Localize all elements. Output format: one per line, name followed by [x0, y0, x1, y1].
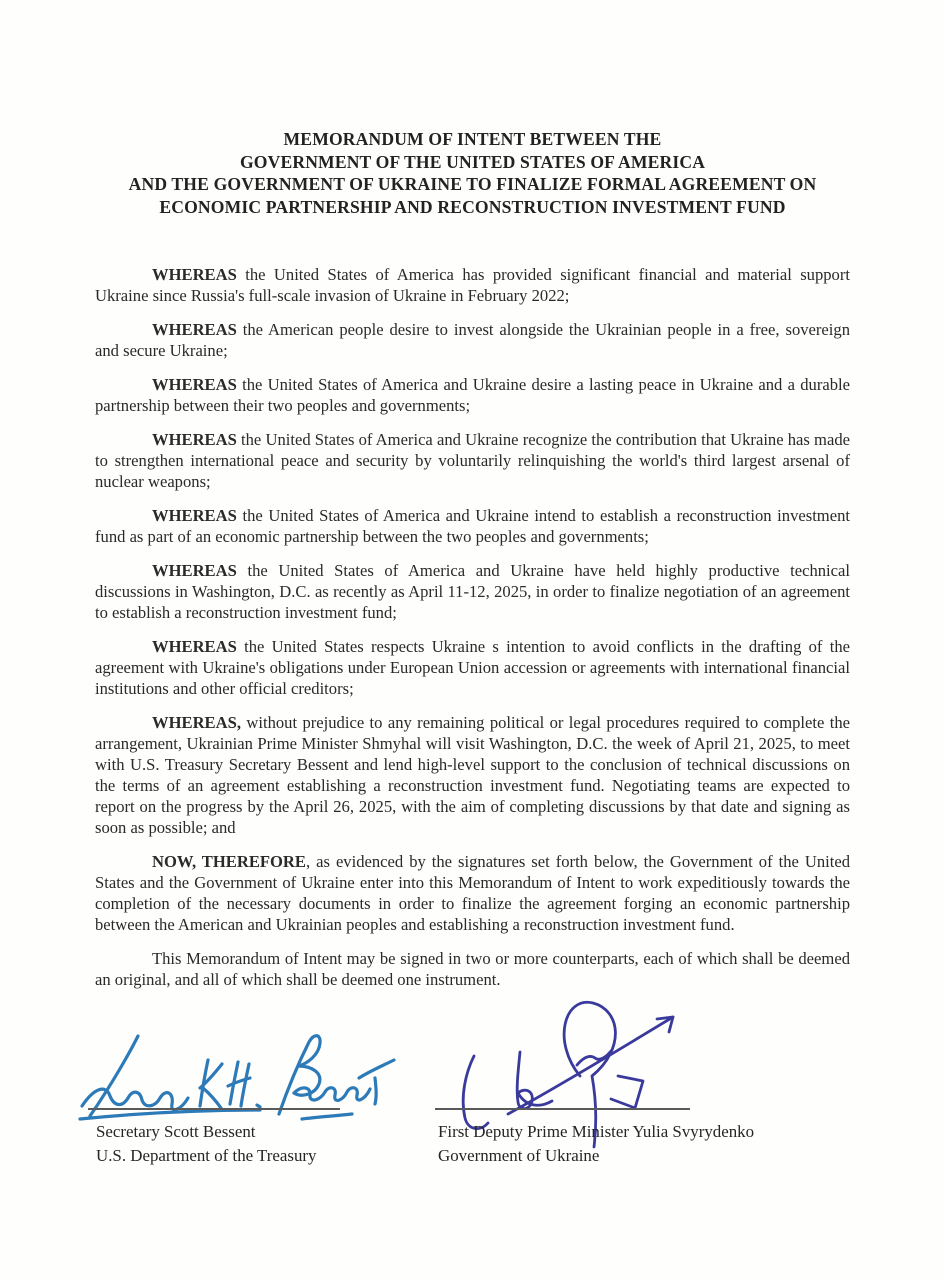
paragraph-whereas-3: [95, 374, 850, 416]
paragraph-whereas-4: [95, 429, 850, 492]
paragraph-lead: WHEREAS: [152, 506, 237, 526]
paragraph-text: the United States of America has provided significant financial and material support Ukraine since Russia's full-scale invasion of Ukraine in February 2022;: [95, 265, 850, 306]
signatory-bessent: [96, 1120, 317, 1168]
signatory-name: First Deputy Prime Minister Yulia Svyrydenko: [438, 1122, 755, 1141]
signatory-org: Government of Ukraine: [438, 1146, 600, 1165]
document-body: [95, 264, 850, 990]
signatory-name: Secretary Scott Bessent: [96, 1122, 256, 1141]
paragraph-lead: NOW, THEREFORE: [152, 852, 306, 872]
paragraph-lead: WHEREAS: [152, 265, 237, 285]
document-content: [95, 128, 850, 1003]
paragraph-lead: WHEREAS: [152, 320, 237, 340]
signature-line-svyrydenko: [435, 1108, 690, 1110]
paragraph-text: the United States of America and Ukraine recognize the contribution that Ukraine has made to strengthen international peace and security by voluntarily relinquishing the world's third largest arsenal of nuclear weapons;: [95, 430, 850, 492]
paragraph-whereas-6: [95, 560, 850, 623]
paragraph-text: , as evidenced by the signatures set forth below, the Government of the United States and the Government of Ukraine enter into this Memorandum of Intent to work expeditiously towards the completion of the necessary documents in order to finalize the agreement forging an economic partnership between the American and Ukrainian peoples and establishing a reconstruction investment fund.: [95, 852, 851, 935]
paragraph-whereas-1: [95, 264, 850, 306]
paragraph-lead: WHEREAS,: [152, 713, 241, 733]
paragraph-text: the United States of America and Ukraine intend to establish a reconstruction investment fund as part of an economic partnership between the two peoples and governments;: [95, 506, 850, 547]
paragraph-whereas-2: [95, 319, 850, 361]
paragraph-text: the United States of America and Ukraine desire a lasting peace in Ukraine and a durable partnership between their two peoples and governments;: [95, 375, 850, 416]
signature-section: [0, 980, 945, 1190]
title-line: GOVERNMENT OF THE UNITED STATES OF AMERICA: [239, 151, 706, 172]
title-line: AND THE GOVERNMENT OF UKRAINE TO FINALIZE FORMAL AGREEMENT ON: [128, 174, 817, 195]
signatory-svyrydenko: [438, 1120, 754, 1168]
title-line: MEMORANDUM OF INTENT BETWEEN THE: [283, 129, 662, 149]
paragraph-text: the United States respects Ukraine s intention to avoid conflicts in the drafting of the agreement with Ukraine's obligations under European Union accession or agreements with international financial institutions and other official creditors;: [95, 637, 850, 699]
paragraph-whereas-5: [95, 505, 850, 547]
signature-line-bessent: [88, 1108, 340, 1110]
paragraph-whereas-7: [95, 636, 850, 699]
paragraph-text: This Memorandum of Intent may be signed in two or more counterparts, each of which shall be deemed an original, and all of which shall be deemed one instrument.: [95, 949, 850, 990]
paragraph-now-therefore: [95, 851, 850, 935]
paragraph-lead: WHEREAS: [152, 375, 237, 395]
paragraph-text: the American people desire to invest alongside the Ukrainian people in a free, sovereign and secure Ukraine;: [95, 320, 850, 361]
signatory-org: U.S. Department of the Treasury: [96, 1146, 317, 1165]
paragraph-text: without prejudice to any remaining political or legal procedures required to complete the arrangement, Ukrainian Prime Minister Shmyhal will visit Washington, D.C. the week of April 21, 2025, to meet with U.S. Treasury Secretary Bessent and lend high-level support to the conclusion of technical discussions on the terms of an agreement establishing a reconstruction investment fund. Negotiating teams are expected to report on the progress by the April 26, 2025, with the aim of completing discussions by that date and signing as soon as possible; and: [95, 713, 850, 838]
title-line: ECONOMIC PARTNERSHIP AND RECONSTRUCTION INVESTMENT FUND: [159, 196, 786, 217]
paragraph-whereas-8: [95, 712, 850, 838]
paragraph-text: the United States of America and Ukraine have held highly productive technical discussions in Washington, D.C. as recently as April 11-12, 2025, in order to finalize negotiation of an agreement to establish a reconstruction investment fund;: [95, 561, 850, 623]
paragraph-lead: WHEREAS: [152, 430, 237, 450]
document-title: [95, 128, 850, 218]
handwritten-signature-icon: [76, 1026, 406, 1126]
paragraph-lead: WHEREAS: [152, 637, 237, 657]
paragraph-lead: WHEREAS: [152, 561, 237, 581]
